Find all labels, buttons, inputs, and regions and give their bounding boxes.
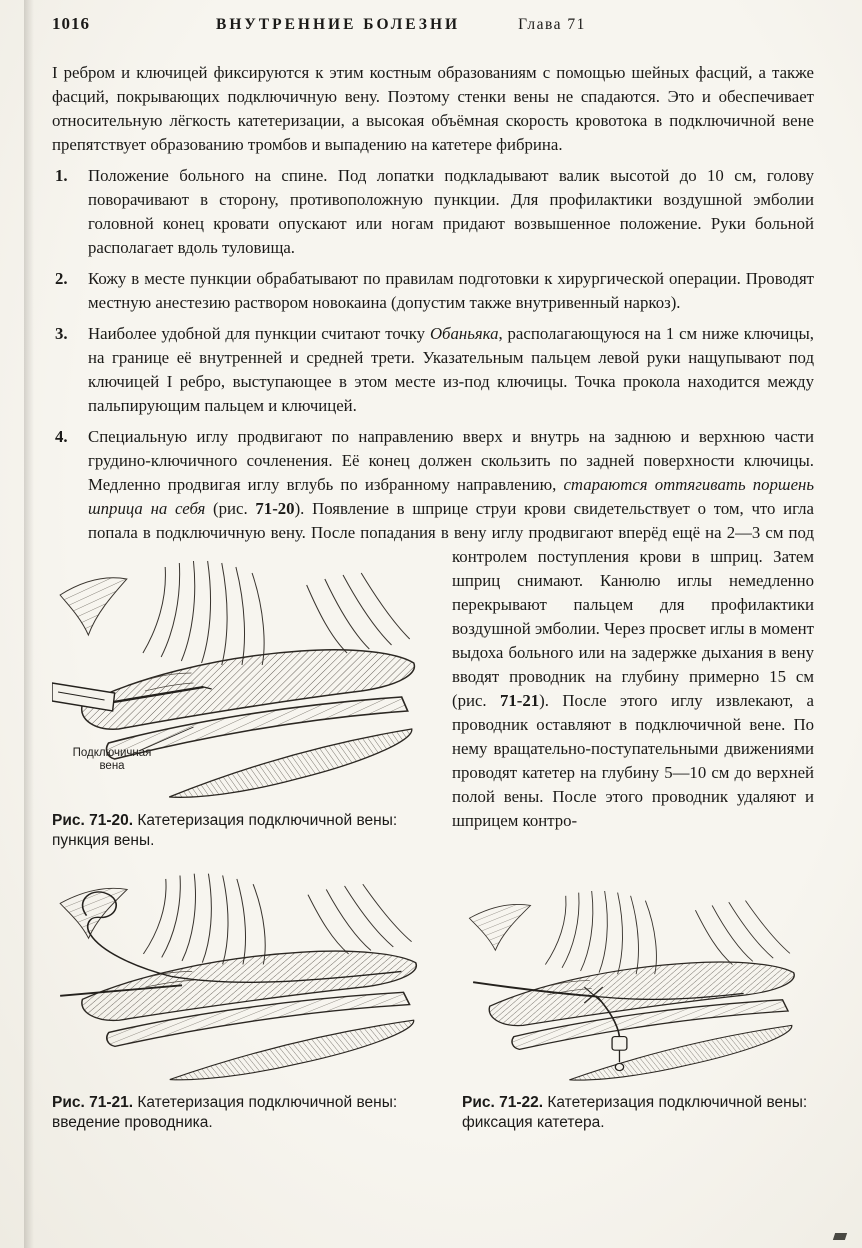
figure-caption-label: Рис. 71-22. (462, 1094, 544, 1111)
bottom-figures-row (52, 861, 814, 1133)
figure-71-22-caption (462, 1093, 814, 1133)
list-item-2 (52, 267, 814, 315)
emphasized-text: стараются оттягивать поршень шприца на себя (88, 475, 814, 518)
figure-ref: 71-20 (255, 499, 295, 518)
list-item-text: Положение больного на спине. Под лопатки подкладывают валик высотой до 10 см, голову поворачивают в сторону, противоположную пункции. Для профилактики воздушной эмболии головной конец кровати опускают или ногам придают возвышенное положение. Руки больной располагает вдоль туловища. (88, 166, 814, 257)
list-item-text: Кожу в месте пункции обрабатывают по правилам подготовки к хирургической операции. Проводят местную анестезию раствором новокаина (допустим также внутривенный наркоз). (88, 269, 814, 312)
figure-71-21 (52, 861, 438, 1133)
page-number: 1016 (52, 14, 90, 33)
list-item-text: ). После этого иглу извлекают, а проводник оставляют в подключичной вене. По нему вращательно-поступательными движениями проводят катетер на глубину 5—10 см до верхней полой вены. После этого проводник удаляют и шприцем контро- (452, 691, 814, 830)
figure-71-21-caption (52, 1093, 438, 1133)
list-item-text: , располагающуюся на 1 см ниже ключицы, на границе её внутренней и средней трети. Указательным пальцем левой руки нащупывают под ключицей I ребро, выступающее в этом месте из-под ключицы. Точка прокола находится между пальпирующим пальцем и ключицей. (88, 324, 814, 415)
list-item-text: крови в шприц. Затем шприц снимают. Канюлю иглы немедленно перекрывают пальцем для профилактики воздушной эмболии. Через просвет иглы в момент выдоха больного или на задержке дыхания в вену вводят проводник на глубину примерно 15 см (рис. (452, 547, 815, 710)
list-item-text: ). Появление в шприце струи крови свидетельствует о том, что игла попала в подключичную вену. После попадания в вену иглу продвигают вперёд ещё на 2—3 см под контролем поступления (88, 499, 814, 566)
list-number: 1. (55, 166, 68, 185)
figure-71-20-caption (52, 811, 436, 851)
figure-71-22 (462, 861, 814, 1133)
list-number: 2. (55, 269, 68, 288)
page-gutter-shadow (24, 0, 34, 1248)
figure-71-22-sketch (462, 883, 814, 1083)
list-item-4 (52, 425, 814, 851)
figure-71-21-sketch (52, 865, 438, 1083)
book-title: ВНУТРЕННИЕ БОЛЕЗНИ (216, 16, 461, 33)
scan-corner-artifact (833, 1233, 847, 1240)
figure-caption-label: Рис. 71-21. (52, 1094, 134, 1111)
figure-caption-text: Катетеризация подключичной вены: пункция вены. (52, 812, 398, 849)
page-header (52, 14, 814, 34)
figure-annotation-subclavian-vein: Подключичная вена (72, 747, 152, 772)
term-obanyak: Обаньяка (429, 324, 499, 343)
chapter-label: Глава 71 (518, 16, 586, 33)
figure-ref: 71-21 (500, 691, 540, 710)
list-item-text: Специальную иглу продвигают по направлению вверх и внутрь на заднюю и верхнюю части грудино-ключичного сочленения. Её конец должен скользить по задней поверхности ключицы. Медленно продвигая иглу вглубь по избранному направлению, (88, 427, 814, 494)
list-item-text: (рис. (205, 499, 256, 518)
figure-caption-text: Катетеризация подключичной вены: фиксация катетера. (462, 1094, 808, 1131)
intro-paragraph: I ребром и ключицей фиксируются к этим костным образованиям с помощью шейных фасций, а также фасций, покрывающих подключичную вену. Поэтому стенки вены не спадаются. Это и обеспечивает относительную лёгкость катетеризации, а высокая объёмная скорость кровотока в подключичной вене препятствует образованию тромбов и выпадению на катетере фибрина. (52, 63, 814, 154)
figure-caption-label: Рис. 71-20. (52, 812, 134, 829)
list-item-text: Наиболее удобной для пункции считают точку (88, 324, 430, 343)
list-item-1 (52, 164, 814, 260)
figure-71-20 (52, 551, 436, 851)
list-item-3 (52, 322, 814, 418)
list-number: 4. (55, 427, 68, 446)
list-number: 3. (55, 324, 68, 343)
figure-caption-text: Катетеризация подключичной вены: введение проводника. (52, 1094, 398, 1131)
